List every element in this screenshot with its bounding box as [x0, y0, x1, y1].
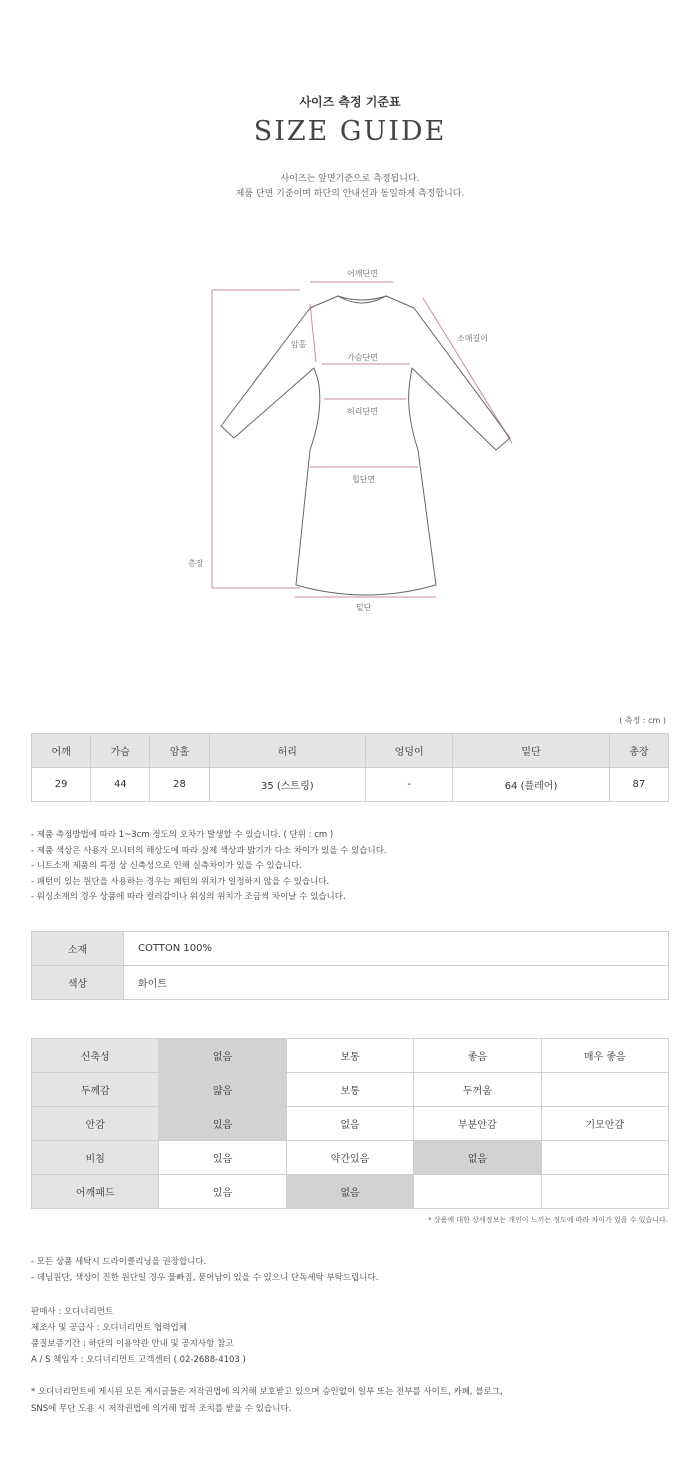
intro-text: [0, 172, 700, 202]
feel-option: 보통: [286, 1039, 413, 1073]
company-line: 품질보증기간 : 하단의 이용약관 안내 및 공지사항 참고: [31, 1339, 234, 1349]
feel-option: 약간있음: [286, 1141, 413, 1175]
size-header-cell: 밑단: [453, 734, 609, 768]
label-total-length: 총장: [188, 559, 204, 568]
company-info: [31, 1304, 246, 1368]
dress-illustration: [0, 260, 700, 620]
feel-option: [541, 1175, 668, 1209]
size-table-value-row: [32, 768, 669, 802]
feel-option: 기모안감: [541, 1107, 668, 1141]
size-value-cell: 64 (플레어): [453, 768, 609, 802]
size-table-header-row: [32, 734, 669, 768]
note-line: - 패턴이 있는 원단을 사용하는 경우는 패턴의 위치가 일정하지 않을 수 있습니다.: [31, 876, 330, 887]
feel-option: 있음: [159, 1141, 286, 1175]
feel-row-lining: [32, 1107, 669, 1141]
feel-option-selected: 없음: [414, 1141, 541, 1175]
note-line: - 제품 측정방법에 따라 1~3cm 정도의 오차가 발생할 수 있습니다. ( 단위 : cm ): [31, 830, 334, 840]
feel-row-stretch: [32, 1039, 669, 1073]
feel-label: 신축성: [32, 1039, 159, 1073]
copyright-notice: [31, 1384, 503, 1418]
company-line: 판매사 : 오디너리먼트: [31, 1307, 114, 1317]
feel-option: [541, 1141, 668, 1175]
feel-option-selected: 없음: [286, 1175, 413, 1209]
size-header-cell: 어깨: [32, 734, 91, 768]
feel-row-thickness: [32, 1073, 669, 1107]
feel-option: 없음: [286, 1107, 413, 1141]
size-value-cell: 29: [32, 768, 91, 802]
feel-option: 좋음: [414, 1039, 541, 1073]
feel-option-selected: 얇음: [159, 1073, 286, 1107]
note-line: - 니트소재 제품의 특정 상 신축성으로 인해 실측차이가 있을 수 있습니다.: [31, 861, 302, 871]
feel-option: [541, 1073, 668, 1107]
unit-note: ( 측정 : cm ): [619, 716, 666, 725]
feel-option: 두꺼움: [414, 1073, 541, 1107]
label-chest: 가슴단면: [347, 353, 378, 362]
color-value: 화이트: [124, 966, 669, 1000]
label-armhole: 암홀: [291, 340, 307, 349]
page-title-en: SIZE GUIDE: [253, 116, 447, 147]
size-header-cell: 암홀: [150, 734, 209, 768]
feel-option-selected: 없음: [159, 1039, 286, 1073]
feel-row-shoulder-pad: [32, 1175, 669, 1209]
size-value-cell: -: [366, 768, 453, 802]
note-line: - 워싱소재의 경우 상품에 따라 컬러감이나 워싱의 위치가 조금씩 차이날 수 있습니다.: [31, 892, 346, 902]
feel-option: [414, 1175, 541, 1209]
size-value-cell: 28: [150, 768, 209, 802]
measurement-notes: [31, 828, 387, 906]
size-header-cell: 총장: [609, 734, 668, 768]
size-table: [31, 733, 669, 802]
feel-option: 매우 좋음: [541, 1039, 668, 1073]
size-header-cell: 허리: [209, 734, 365, 768]
feel-label: 어깨패드: [32, 1175, 159, 1209]
label-sleeve: 소매길이: [457, 334, 488, 343]
care-instructions: [31, 1254, 378, 1286]
size-value-cell: 44: [91, 768, 150, 802]
material-row: [32, 932, 669, 966]
color-label: 색상: [32, 966, 124, 1000]
feel-option: 보통: [286, 1073, 413, 1107]
label-hem: 밑단: [356, 603, 372, 612]
label-shoulder: 어깨단면: [347, 269, 378, 278]
note-line: - 제품 색상은 사용자 모니터의 해상도에 따라 실제 색상과 밝기가 다소 차이가 있을 수 있습니다.: [31, 845, 387, 856]
fabric-feel-table: [31, 1038, 669, 1209]
feel-option: 있음: [159, 1175, 286, 1209]
color-row: [32, 966, 669, 1000]
feel-label: 비침: [32, 1141, 159, 1175]
intro-line: 사이즈는 앞면기준으로 측정됩니다.: [280, 174, 420, 184]
feel-option: 부분안감: [414, 1107, 541, 1141]
copyright-line: SNS에 무단 도용 시 저작권법에 의거해 법적 조치를 받을 수 있습니다.: [31, 1404, 292, 1414]
feel-label: 안감: [32, 1107, 159, 1141]
feel-table-note: * 상품에 대한 상세정보는 개인이 느끼는 정도에 따라 차이가 있을 수 있습니다.: [428, 1216, 668, 1224]
size-header-cell: 엉덩이: [366, 734, 453, 768]
material-table: [31, 931, 669, 1000]
intro-line: 제품 단면 기준이며 하단의 안내선과 동일하게 측정합니다.: [235, 189, 465, 199]
care-line: - 모든 상품 세탁시 드라이클리닝을 권장합니다.: [31, 1257, 207, 1267]
size-value-cell: 35 (스트링): [209, 768, 365, 802]
garment-diagram: [0, 260, 700, 620]
feel-option-selected: 있음: [159, 1107, 286, 1141]
copyright-line: * 오디너리먼트에 게시된 모든 게시글들은 저작권법에 의거해 보호받고 있으며 승인없이 일부 또는 전부를 사이트, 카페, 블로그,: [31, 1387, 503, 1397]
size-header-cell: 가슴: [91, 734, 150, 768]
size-value-cell: 87: [609, 768, 668, 802]
company-line: A / S 책임자 : 오디너리먼트 고객센터 ( 02-2688-4103 ): [31, 1355, 246, 1365]
feel-row-sheerness: [32, 1141, 669, 1175]
company-line: 제조사 및 공급사 : 오디너리먼트 협력업체: [31, 1323, 187, 1333]
fabric-label: 소재: [32, 932, 124, 966]
care-line: - 데님원단, 색상이 진한 원단일 경우 물빠짐, 묻어남이 있을 수 있으니 단독세탁 부탁드립니다.: [31, 1273, 379, 1283]
fabric-value: COTTON 100%: [124, 932, 669, 966]
label-hip: 힙단면: [352, 475, 376, 484]
label-waist: 허리단면: [347, 407, 378, 416]
feel-label: 두께감: [32, 1073, 159, 1107]
page-title-ko: 사이즈 측정 기준표: [299, 95, 401, 109]
